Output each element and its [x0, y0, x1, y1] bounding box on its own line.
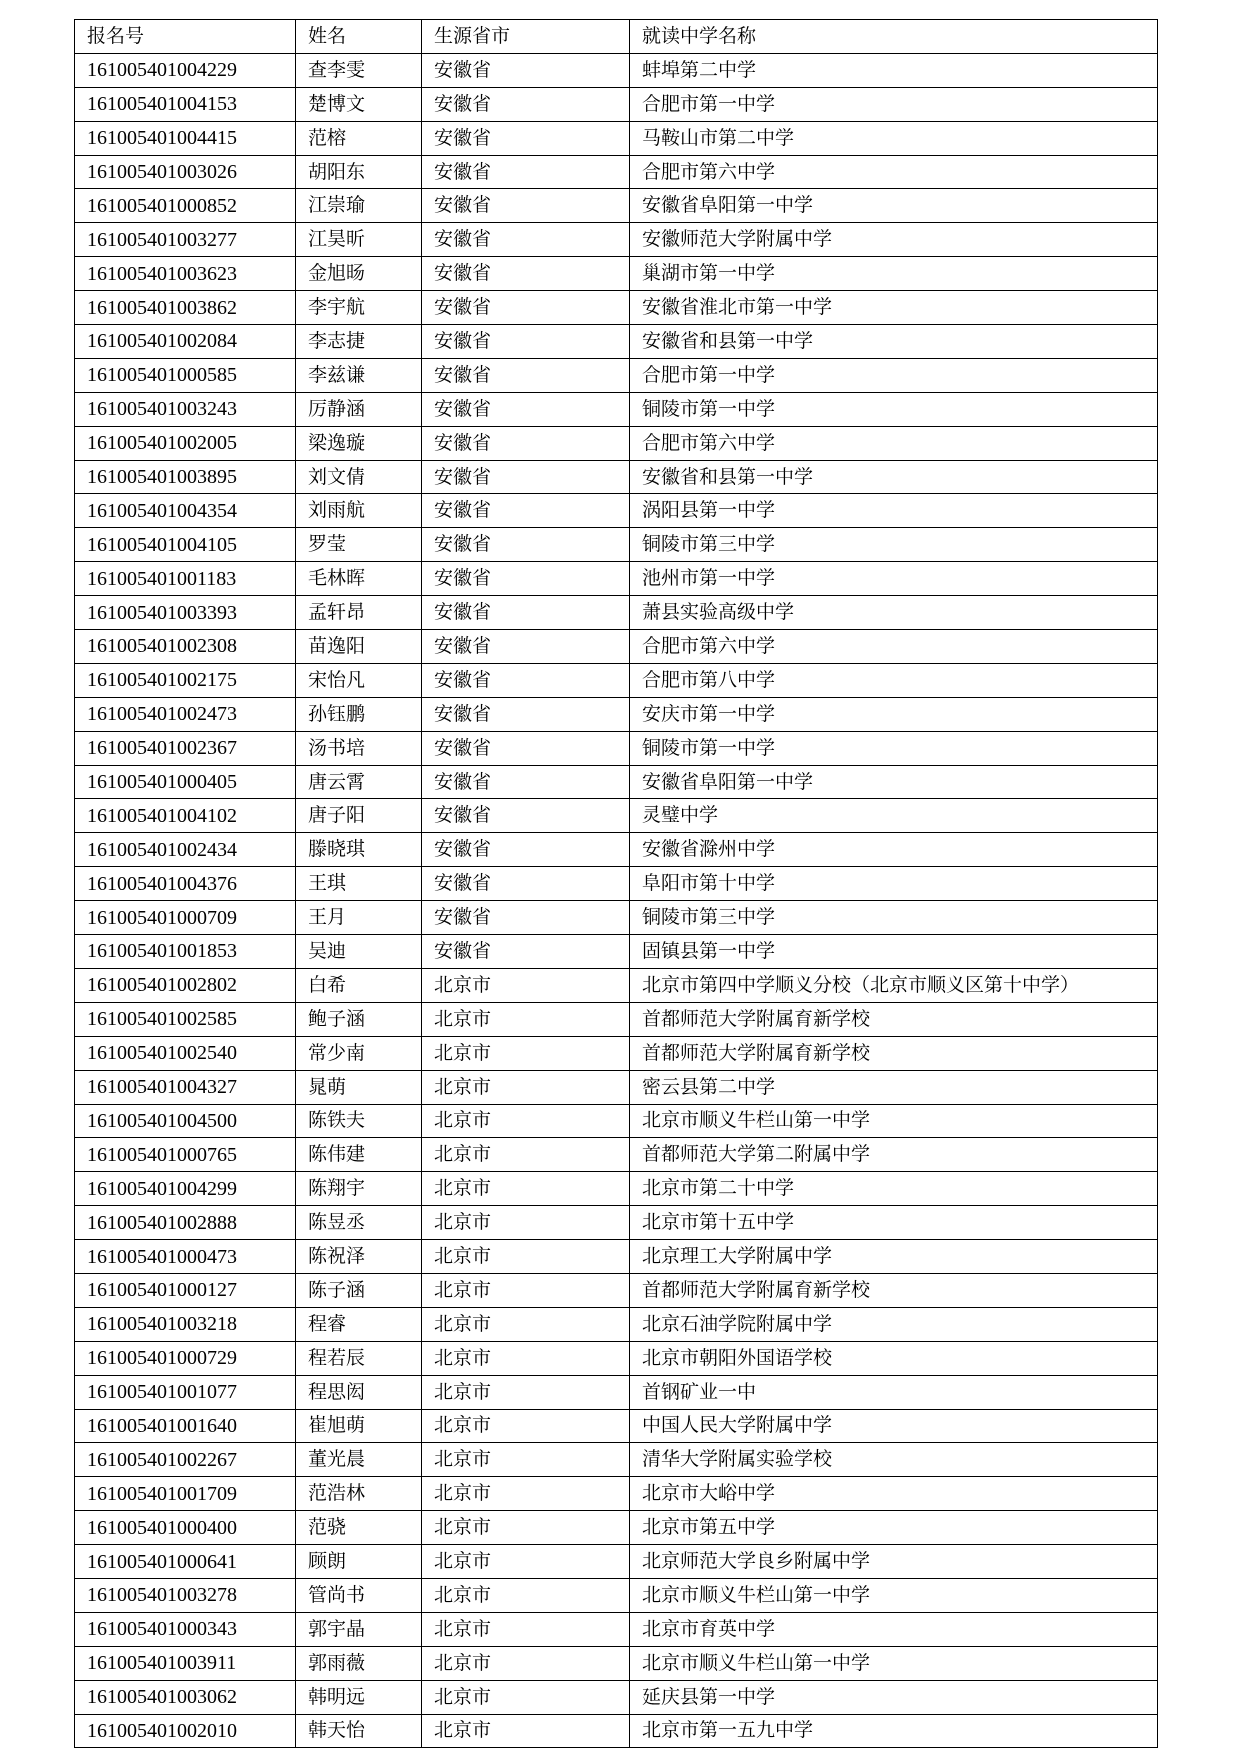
cell-name: 鲍子涵: [296, 1002, 422, 1036]
cell-registration-number: 161005401002010: [75, 1714, 296, 1748]
cell-school: 铜陵市第一中学: [630, 392, 1158, 426]
cell-school: 阜阳市第十中学: [630, 867, 1158, 901]
cell-school: 延庆县第一中学: [630, 1680, 1158, 1714]
table-row: [75, 325, 1158, 359]
cell-name: 宋怡凡: [296, 663, 422, 697]
cell-registration-number: 161005401002367: [75, 731, 296, 765]
table-row: [75, 426, 1158, 460]
table-row: [75, 562, 1158, 596]
cell-province: 北京市: [422, 1070, 630, 1104]
table-row: [75, 53, 1158, 87]
cell-registration-number: 161005401003895: [75, 460, 296, 494]
cell-province: 安徽省: [422, 392, 630, 426]
cell-school: 北京石油学院附属中学: [630, 1307, 1158, 1341]
cell-registration-number: 161005401003277: [75, 223, 296, 257]
cell-province: 安徽省: [422, 731, 630, 765]
cell-name: 李志捷: [296, 325, 422, 359]
cell-province: 安徽省: [422, 257, 630, 291]
table-row: [75, 1612, 1158, 1646]
cell-school: 涡阳县第一中学: [630, 494, 1158, 528]
cell-school: 首都师范大学附属育新学校: [630, 1273, 1158, 1307]
cell-province: 北京市: [422, 1409, 630, 1443]
cell-school: 安徽师范大学附属中学: [630, 223, 1158, 257]
table-row: [75, 968, 1158, 1002]
cell-province: 安徽省: [422, 121, 630, 155]
cell-school: 安徽省阜阳第一中学: [630, 189, 1158, 223]
cell-registration-number: 161005401000343: [75, 1612, 296, 1646]
cell-school: 北京市顺义牛栏山第一中学: [630, 1104, 1158, 1138]
cell-province: 北京市: [422, 1375, 630, 1409]
cell-school: 铜陵市第一中学: [630, 731, 1158, 765]
cell-registration-number: 161005401004153: [75, 87, 296, 121]
cell-province: 安徽省: [422, 53, 630, 87]
cell-registration-number: 161005401000729: [75, 1341, 296, 1375]
header-registration-number: 报名号: [75, 20, 296, 54]
cell-registration-number: 161005401000473: [75, 1240, 296, 1274]
cell-name: 孟轩昂: [296, 596, 422, 630]
table-row: [75, 1477, 1158, 1511]
header-school: 就读中学名称: [630, 20, 1158, 54]
cell-registration-number: 161005401004500: [75, 1104, 296, 1138]
cell-name: 陈伟建: [296, 1138, 422, 1172]
table-row: [75, 1714, 1158, 1748]
cell-province: 北京市: [422, 1273, 630, 1307]
cell-province: 北京市: [422, 1511, 630, 1545]
table-row: [75, 1341, 1158, 1375]
cell-school: 北京理工大学附属中学: [630, 1240, 1158, 1274]
cell-name: 范浩林: [296, 1477, 422, 1511]
cell-name: 韩明远: [296, 1680, 422, 1714]
cell-name: 刘文倩: [296, 460, 422, 494]
cell-name: 苗逸阳: [296, 630, 422, 664]
header-province: 生源省市: [422, 20, 630, 54]
cell-province: 安徽省: [422, 935, 630, 969]
cell-name: 孙钰鹏: [296, 697, 422, 731]
cell-registration-number: 161005401000765: [75, 1138, 296, 1172]
cell-school: 北京市第一五九中学: [630, 1714, 1158, 1748]
cell-name: 郭宇晶: [296, 1612, 422, 1646]
cell-province: 安徽省: [422, 494, 630, 528]
cell-registration-number: 161005401004376: [75, 867, 296, 901]
cell-registration-number: 161005401002308: [75, 630, 296, 664]
cell-province: 安徽省: [422, 765, 630, 799]
cell-school: 合肥市第六中学: [630, 426, 1158, 460]
cell-province: 北京市: [422, 1443, 630, 1477]
cell-name: 楚博文: [296, 87, 422, 121]
cell-registration-number: 161005401000400: [75, 1511, 296, 1545]
cell-school: 巢湖市第一中学: [630, 257, 1158, 291]
table-row: [75, 731, 1158, 765]
cell-province: 北京市: [422, 1714, 630, 1748]
table-row: [75, 1002, 1158, 1036]
cell-name: 李兹谦: [296, 358, 422, 392]
table-row: [75, 1409, 1158, 1443]
cell-registration-number: 161005401004105: [75, 528, 296, 562]
cell-school: 中国人民大学附属中学: [630, 1409, 1158, 1443]
table-row: [75, 257, 1158, 291]
cell-school: 北京市第十五中学: [630, 1206, 1158, 1240]
cell-school: 铜陵市第三中学: [630, 528, 1158, 562]
cell-name: 汤书培: [296, 731, 422, 765]
cell-school: 北京市顺义牛栏山第一中学: [630, 1646, 1158, 1680]
cell-registration-number: 161005401003862: [75, 291, 296, 325]
cell-name: 王琪: [296, 867, 422, 901]
cell-name: 晁萌: [296, 1070, 422, 1104]
cell-name: 刘雨航: [296, 494, 422, 528]
table-header-row: [75, 20, 1158, 54]
table-row: [75, 1070, 1158, 1104]
cell-school: 萧县实验高级中学: [630, 596, 1158, 630]
cell-school: 首都师范大学附属育新学校: [630, 1002, 1158, 1036]
cell-school: 合肥市第一中学: [630, 87, 1158, 121]
table-row: [75, 494, 1158, 528]
cell-name: 查李雯: [296, 53, 422, 87]
cell-name: 金旭旸: [296, 257, 422, 291]
cell-school: 首钢矿业一中: [630, 1375, 1158, 1409]
cell-registration-number: 161005401002267: [75, 1443, 296, 1477]
table-row: [75, 189, 1158, 223]
cell-name: 李宇航: [296, 291, 422, 325]
cell-school: 安徽省和县第一中学: [630, 460, 1158, 494]
table-row: [75, 1511, 1158, 1545]
cell-school: 合肥市第一中学: [630, 358, 1158, 392]
cell-province: 安徽省: [422, 697, 630, 731]
cell-name: 王月: [296, 901, 422, 935]
cell-school: 灵璧中学: [630, 799, 1158, 833]
cell-name: 韩天怡: [296, 1714, 422, 1748]
cell-registration-number: 161005401004415: [75, 121, 296, 155]
cell-registration-number: 161005401000641: [75, 1545, 296, 1579]
table-row: [75, 1375, 1158, 1409]
cell-registration-number: 161005401003911: [75, 1646, 296, 1680]
cell-registration-number: 161005401003026: [75, 155, 296, 189]
table-row: [75, 223, 1158, 257]
cell-province: 安徽省: [422, 562, 630, 596]
cell-name: 滕晓琪: [296, 833, 422, 867]
cell-school: 北京市大峪中学: [630, 1477, 1158, 1511]
header-name: 姓名: [296, 20, 422, 54]
cell-name: 江崇瑜: [296, 189, 422, 223]
cell-registration-number: 161005401003243: [75, 392, 296, 426]
cell-registration-number: 161005401004354: [75, 494, 296, 528]
cell-province: 北京市: [422, 968, 630, 1002]
cell-registration-number: 161005401002802: [75, 968, 296, 1002]
table-row: [75, 155, 1158, 189]
cell-province: 安徽省: [422, 630, 630, 664]
cell-registration-number: 161005401003393: [75, 596, 296, 630]
cell-school: 安庆市第一中学: [630, 697, 1158, 731]
cell-name: 厉静涵: [296, 392, 422, 426]
cell-registration-number: 161005401000852: [75, 189, 296, 223]
cell-registration-number: 161005401002005: [75, 426, 296, 460]
cell-province: 安徽省: [422, 155, 630, 189]
cell-registration-number: 161005401004102: [75, 799, 296, 833]
cell-province: 北京市: [422, 1545, 630, 1579]
cell-name: 程睿: [296, 1307, 422, 1341]
cell-school: 北京师范大学良乡附属中学: [630, 1545, 1158, 1579]
cell-province: 北京市: [422, 1341, 630, 1375]
cell-name: 唐云霄: [296, 765, 422, 799]
cell-registration-number: 161005401002434: [75, 833, 296, 867]
cell-name: 郭雨薇: [296, 1646, 422, 1680]
table-row: [75, 1172, 1158, 1206]
cell-province: 安徽省: [422, 87, 630, 121]
cell-registration-number: 161005401000585: [75, 358, 296, 392]
table-row: [75, 799, 1158, 833]
table-row: [75, 867, 1158, 901]
cell-school: 铜陵市第三中学: [630, 901, 1158, 935]
cell-province: 北京市: [422, 1612, 630, 1646]
table-row: [75, 460, 1158, 494]
table-row: [75, 358, 1158, 392]
cell-school: 固镇县第一中学: [630, 935, 1158, 969]
table-row: [75, 663, 1158, 697]
table-row: [75, 1206, 1158, 1240]
table-row: [75, 1443, 1158, 1477]
cell-registration-number: 161005401002585: [75, 1002, 296, 1036]
cell-province: 安徽省: [422, 833, 630, 867]
table-row: [75, 1307, 1158, 1341]
cell-province: 北京市: [422, 1138, 630, 1172]
cell-school: 清华大学附属实验学校: [630, 1443, 1158, 1477]
cell-school: 蚌埠第二中学: [630, 53, 1158, 87]
table-row: [75, 1680, 1158, 1714]
cell-province: 安徽省: [422, 358, 630, 392]
table-row: [75, 935, 1158, 969]
table-row: [75, 1104, 1158, 1138]
cell-registration-number: 161005401002888: [75, 1206, 296, 1240]
cell-name: 管尚书: [296, 1578, 422, 1612]
cell-school: 北京市第五中学: [630, 1511, 1158, 1545]
cell-province: 北京市: [422, 1307, 630, 1341]
cell-province: 北京市: [422, 1240, 630, 1274]
cell-school: 北京市朝阳外国语学校: [630, 1341, 1158, 1375]
table-row: [75, 392, 1158, 426]
cell-province: 安徽省: [422, 460, 630, 494]
cell-province: 安徽省: [422, 596, 630, 630]
cell-name: 顾朗: [296, 1545, 422, 1579]
cell-registration-number: 161005401004327: [75, 1070, 296, 1104]
cell-registration-number: 161005401001077: [75, 1375, 296, 1409]
cell-province: 安徽省: [422, 867, 630, 901]
cell-school: 安徽省阜阳第一中学: [630, 765, 1158, 799]
cell-name: 梁逸璇: [296, 426, 422, 460]
cell-school: 安徽省滁州中学: [630, 833, 1158, 867]
cell-province: 安徽省: [422, 528, 630, 562]
cell-province: 北京市: [422, 1680, 630, 1714]
cell-school: 合肥市第六中学: [630, 155, 1158, 189]
cell-name: 江昊昕: [296, 223, 422, 257]
cell-registration-number: 161005401003218: [75, 1307, 296, 1341]
cell-name: 常少南: [296, 1036, 422, 1070]
table-row: [75, 1646, 1158, 1680]
cell-school: 安徽省和县第一中学: [630, 325, 1158, 359]
table-row: [75, 87, 1158, 121]
cell-province: 北京市: [422, 1477, 630, 1511]
cell-school: 合肥市第八中学: [630, 663, 1158, 697]
table-row: [75, 1578, 1158, 1612]
cell-province: 安徽省: [422, 799, 630, 833]
cell-school: 合肥市第六中学: [630, 630, 1158, 664]
table-row: [75, 765, 1158, 799]
cell-registration-number: 161005401001183: [75, 562, 296, 596]
cell-registration-number: 161005401004229: [75, 53, 296, 87]
table-row: [75, 528, 1158, 562]
cell-province: 北京市: [422, 1104, 630, 1138]
cell-name: 陈昱丞: [296, 1206, 422, 1240]
cell-school: 安徽省淮北市第一中学: [630, 291, 1158, 325]
cell-name: 董光晨: [296, 1443, 422, 1477]
table-row: [75, 1240, 1158, 1274]
table-row: [75, 121, 1158, 155]
cell-name: 范骁: [296, 1511, 422, 1545]
cell-name: 范榕: [296, 121, 422, 155]
cell-name: 胡阳东: [296, 155, 422, 189]
cell-name: 程思闳: [296, 1375, 422, 1409]
cell-name: 陈子涵: [296, 1273, 422, 1307]
cell-school: 北京市育英中学: [630, 1612, 1158, 1646]
cell-registration-number: 161005401001853: [75, 935, 296, 969]
table-row: [75, 697, 1158, 731]
cell-province: 北京市: [422, 1578, 630, 1612]
cell-registration-number: 161005401002084: [75, 325, 296, 359]
cell-name: 毛林晖: [296, 562, 422, 596]
cell-school: 北京市顺义牛栏山第一中学: [630, 1578, 1158, 1612]
cell-school: 密云县第二中学: [630, 1070, 1158, 1104]
table-row: [75, 901, 1158, 935]
cell-province: 安徽省: [422, 901, 630, 935]
cell-province: 安徽省: [422, 325, 630, 359]
cell-registration-number: 161005401000127: [75, 1273, 296, 1307]
cell-province: 北京市: [422, 1002, 630, 1036]
cell-school: 马鞍山市第二中学: [630, 121, 1158, 155]
cell-registration-number: 161005401003623: [75, 257, 296, 291]
table-row: [75, 1036, 1158, 1070]
cell-school: 北京市第二十中学: [630, 1172, 1158, 1206]
enrollment-table: [74, 19, 1158, 1748]
cell-registration-number: 161005401001709: [75, 1477, 296, 1511]
table-row: [75, 630, 1158, 664]
cell-province: 安徽省: [422, 189, 630, 223]
cell-name: 吴迪: [296, 935, 422, 969]
cell-province: 北京市: [422, 1036, 630, 1070]
cell-province: 北京市: [422, 1206, 630, 1240]
table-row: [75, 291, 1158, 325]
table-row: [75, 1545, 1158, 1579]
cell-registration-number: 161005401001640: [75, 1409, 296, 1443]
cell-name: 崔旭萌: [296, 1409, 422, 1443]
cell-province: 安徽省: [422, 291, 630, 325]
cell-registration-number: 161005401002473: [75, 697, 296, 731]
cell-name: 白希: [296, 968, 422, 1002]
cell-registration-number: 161005401004299: [75, 1172, 296, 1206]
cell-name: 唐子阳: [296, 799, 422, 833]
table-row: [75, 1138, 1158, 1172]
cell-registration-number: 161005401000405: [75, 765, 296, 799]
cell-school: 池州市第一中学: [630, 562, 1158, 596]
cell-province: 北京市: [422, 1646, 630, 1680]
cell-registration-number: 161005401002540: [75, 1036, 296, 1070]
cell-registration-number: 161005401002175: [75, 663, 296, 697]
cell-school: 首都师范大学附属育新学校: [630, 1036, 1158, 1070]
cell-province: 北京市: [422, 1172, 630, 1206]
cell-province: 安徽省: [422, 663, 630, 697]
cell-school: 北京市第四中学顺义分校（北京市顺义区第十中学）: [630, 968, 1158, 1002]
table-row: [75, 1273, 1158, 1307]
cell-name: 陈翔宇: [296, 1172, 422, 1206]
cell-name: 陈祝泽: [296, 1240, 422, 1274]
cell-school: 首都师范大学第二附属中学: [630, 1138, 1158, 1172]
table-row: [75, 596, 1158, 630]
cell-province: 安徽省: [422, 426, 630, 460]
table-row: [75, 833, 1158, 867]
cell-name: 程若辰: [296, 1341, 422, 1375]
cell-registration-number: 161005401003278: [75, 1578, 296, 1612]
cell-name: 罗莹: [296, 528, 422, 562]
cell-province: 安徽省: [422, 223, 630, 257]
cell-name: 陈铁夫: [296, 1104, 422, 1138]
cell-registration-number: 161005401003062: [75, 1680, 296, 1714]
cell-registration-number: 161005401000709: [75, 901, 296, 935]
